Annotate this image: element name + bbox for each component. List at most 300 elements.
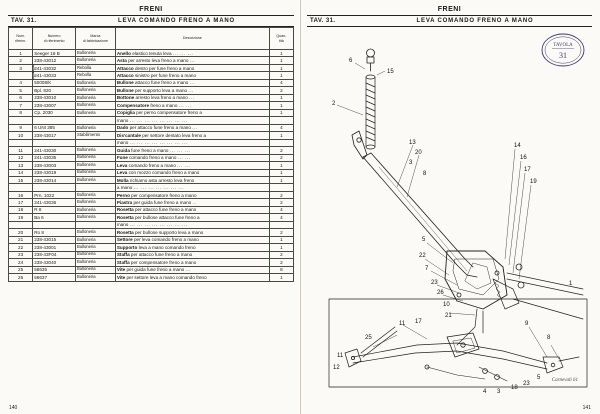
cell-part-number: Prn. 1022 [33, 191, 76, 198]
cell-quantity: 4 [269, 206, 293, 213]
description-keyword: Supporto [116, 244, 138, 250]
cell-ref-number: 9 [9, 124, 33, 131]
cell-quantity: 4 [269, 124, 293, 131]
cell-description [115, 162, 269, 169]
description-leader-dots: ... ... [177, 162, 191, 168]
cell-part-number [33, 221, 76, 228]
cell-manufacturer: Bulloneria [75, 50, 115, 57]
col-header-qty: Quan- tità [269, 28, 293, 50]
table-row [9, 191, 294, 198]
cell-ref-number: 22 [9, 244, 33, 251]
description-text: freno a mano [150, 102, 178, 108]
cell-ref-number: 17 [9, 199, 33, 206]
cell-part-number: Seeger 18 B [33, 50, 76, 57]
cell-description [115, 124, 269, 131]
col-header-mark: Marca di fabbricazione [75, 28, 115, 50]
cell-part-number: 238-43019 [33, 169, 76, 176]
description-text: per bullone attacco fune freno a [135, 214, 200, 220]
description-leader-dots: ... [189, 80, 196, 86]
cell-ref-number: 3 [9, 64, 33, 71]
cell-quantity: 1 [269, 169, 293, 176]
description-text: per bullone supporto leva a mano [135, 229, 204, 235]
svg-text:23: 23 [523, 381, 530, 387]
cell-manufacturer: Bulloneria [75, 154, 115, 161]
cell-part-number: 50008/K [33, 79, 76, 86]
table-row [9, 184, 294, 191]
description-text: con mozzo comando freno a mano [128, 170, 200, 176]
cell-description [115, 251, 269, 258]
description-text: per supporto leva a mano [134, 87, 188, 93]
cell-ref-number: 4 [9, 79, 33, 86]
cell-part-number: } 241-43033 [33, 72, 76, 79]
description-text: per attacco fune freno a mano [129, 125, 191, 131]
table-row [9, 64, 294, 71]
cell-quantity: 2 [269, 229, 293, 236]
parts-table [8, 27, 294, 282]
cell-part-number: 241-43035 [33, 154, 76, 161]
cell-ref-number: 26 [9, 274, 33, 281]
cell-description [115, 214, 269, 221]
cell-manufacturer: Rebolla [75, 64, 115, 71]
cell-description [115, 169, 269, 176]
description-text: per arresto leva freno a mano [128, 58, 189, 64]
table-row [9, 87, 294, 94]
cell-manufacturer: Bulloneria [75, 169, 115, 176]
description-keyword: Dado [116, 125, 129, 131]
handbrake-assembly-drawing [307, 27, 593, 397]
cell-ref-number: 24 [9, 259, 33, 266]
svg-text:14: 14 [514, 143, 521, 149]
cell-part-number: 238-43015 [33, 236, 76, 243]
cell-part-number: 238-43007 [33, 102, 76, 109]
description-text: per settore leva a mano comando freno [126, 274, 207, 280]
table-row [9, 102, 294, 109]
description-keyword: Bullone [116, 80, 134, 86]
description-leader-dots: ... ... ... ... ... ... ... ... [129, 140, 188, 146]
table-header-row [9, 28, 294, 50]
description-keyword: Staffa [116, 252, 130, 258]
table-row [9, 117, 294, 124]
svg-text:23: 23 [431, 280, 438, 286]
cell-quantity: 2 [269, 154, 293, 161]
svg-text:31: 31 [559, 51, 567, 60]
cell-ref-number [9, 72, 33, 79]
svg-text:26: 26 [437, 290, 444, 296]
description-leader-dots: ... [188, 87, 195, 93]
cell-description [115, 274, 269, 281]
table-row [9, 274, 294, 281]
cell-part-number: R 8 [33, 206, 76, 213]
description-keyword: Leva [116, 162, 128, 168]
artist-signature: Carnevali 61 [551, 378, 578, 383]
cell-quantity: 1 [269, 50, 293, 57]
table-row [9, 132, 294, 139]
cell-manufacturer: Bulloneria [75, 162, 115, 169]
cell-ref-number: 14 [9, 169, 33, 176]
description-text: per compensatore freno a mano [131, 192, 197, 198]
tav-label-right: TAV. 31. [310, 18, 336, 24]
cell-description [115, 57, 269, 64]
cell-description [115, 50, 269, 57]
table-row [9, 79, 294, 86]
cell-description [115, 109, 269, 116]
description-keyword: Molla [116, 177, 129, 183]
cell-manufacturer [75, 221, 115, 228]
description-text: per guida fune freno a mano [133, 199, 192, 205]
cell-part-number: 58637 [33, 274, 76, 281]
description-leader-dots: ... ... ... ... ... ... ... [133, 185, 185, 191]
cell-part-number: 238-43017 [33, 132, 76, 139]
cell-quantity: 2 [269, 147, 293, 154]
cell-description [115, 236, 269, 243]
cell-manufacturer: Bulloneria [75, 244, 115, 251]
cell-ref-number [9, 139, 33, 146]
cell-description [115, 154, 269, 161]
cell-ref-number [9, 117, 33, 124]
description-keyword: Attacco [116, 65, 134, 71]
svg-text:7: 7 [425, 266, 429, 272]
cell-ref-number: 1 [9, 50, 33, 57]
cell-ref-number: 15 [9, 176, 33, 183]
cell-description [115, 147, 269, 154]
table-row [9, 50, 294, 57]
cell-manufacturer: Bulloneria [75, 214, 115, 221]
svg-text:17: 17 [415, 319, 422, 325]
svg-text:8: 8 [423, 171, 427, 177]
technical-drawing [307, 27, 592, 399]
cell-description [115, 244, 269, 251]
svg-text:18: 18 [511, 385, 518, 391]
svg-text:25: 25 [365, 335, 372, 341]
table-row [9, 244, 294, 251]
tavola-stamp [540, 31, 586, 69]
cell-quantity: 2 [269, 251, 293, 258]
cell-manufacturer: Bulloneria [75, 206, 115, 213]
cell-description [115, 221, 269, 228]
cell-manufacturer: Bulloneria [75, 147, 115, 154]
description-keyword: Rosetta [116, 207, 134, 213]
cell-manufacturer: Bulloneria [75, 259, 115, 266]
table-row [9, 162, 294, 169]
cell-part-number [33, 139, 76, 146]
description-keyword: Asta [116, 58, 127, 64]
col-header-num: Num. riferim. [9, 28, 33, 50]
cell-description [115, 266, 269, 273]
description-text: mano [116, 117, 129, 123]
svg-text:22: 22 [419, 253, 426, 259]
description-text: per leva comando freno a mano [133, 237, 199, 243]
svg-text:11: 11 [337, 353, 344, 359]
cell-quantity: 4 [269, 79, 293, 86]
svg-text:10: 10 [443, 302, 450, 308]
cell-ref-number: 8 [9, 109, 33, 116]
description-text: arresto leva freno a mano [135, 95, 188, 101]
cell-quantity: 1 [269, 72, 293, 79]
tav-header-left [8, 15, 294, 27]
cell-part-number: Ro 8 [33, 229, 76, 236]
cell-quantity: 2 [269, 199, 293, 206]
cell-quantity: 1 [269, 109, 293, 116]
cell-part-number [33, 184, 76, 191]
description-keyword: Bottone [116, 95, 135, 101]
cell-ref-number: 23 [9, 251, 33, 258]
table-row [9, 229, 294, 236]
cell-part-number: 241-43036 [33, 199, 76, 206]
table-row [9, 147, 294, 154]
cell-manufacturer: Bulloneria [75, 266, 115, 273]
svg-text:2: 2 [332, 101, 336, 107]
description-text: destro per fune freno a mano [135, 65, 195, 71]
description-keyword: Bullone [116, 87, 134, 93]
table-row [9, 57, 294, 64]
cell-manufacturer [75, 184, 115, 191]
description-text: mano [116, 222, 129, 228]
description-text: mano [116, 140, 129, 146]
description-text: comando freno a mano [128, 162, 176, 168]
cell-manufacturer: Bulloneria [75, 251, 115, 258]
cell-part-number: 238-43001 [33, 244, 76, 251]
description-keyword: Copiglia [116, 110, 135, 116]
cell-quantity: 1 [269, 176, 293, 183]
cell-quantity: 1 [269, 244, 293, 251]
cell-ref-number: 11 [9, 147, 33, 154]
description-text: per attacco fune freno a mano [130, 252, 193, 258]
cell-part-number: 238-43003 [33, 162, 76, 169]
cell-manufacturer: Bulloneria [75, 109, 115, 116]
parts-table-head [9, 28, 294, 50]
right-page [300, 0, 600, 414]
description-keyword: Vite [116, 274, 126, 280]
description-text: comando freno a mano [129, 155, 177, 161]
table-row [9, 154, 294, 161]
cell-manufacturer: Bulloneria [75, 236, 115, 243]
cell-quantity [269, 184, 293, 191]
description-text: per attacco fune freno a mano [135, 207, 197, 213]
parts-table-body [9, 50, 294, 282]
cell-quantity: 1 [269, 102, 293, 109]
col-header-desc: Descrizione [115, 28, 269, 50]
cell-part-number: 241-43030 [33, 147, 76, 154]
description-text: per compensatore freno a mano [130, 259, 197, 265]
description-keyword: Attacco [116, 73, 134, 78]
cell-quantity: 4 [269, 214, 293, 221]
cell-ref-number: 25 [9, 266, 33, 273]
cell-description [115, 184, 269, 191]
table-row [9, 266, 294, 273]
cell-ref-number: 5 [9, 87, 33, 94]
cell-manufacturer: Bulloneria [75, 124, 115, 131]
table-row [9, 214, 294, 221]
description-leader-dots: ... ... ... [169, 147, 191, 153]
svg-text:19: 19 [530, 179, 537, 185]
cell-part-number: 238-43F04 [33, 251, 76, 258]
description-keyword: Anello [116, 50, 131, 56]
cell-quantity [269, 221, 293, 228]
plate-title-right: LEVA COMANDO FRENO A MANO [416, 18, 534, 24]
cell-quantity: 1 [269, 57, 293, 64]
cell-description [115, 87, 269, 94]
cell-quantity: 1 [269, 94, 293, 101]
cell-part-number: Cp. 2030 [33, 109, 76, 116]
cell-description [115, 139, 269, 146]
description-keyword: Piastra [116, 199, 133, 205]
cell-part-number: 238-43040 [33, 259, 76, 266]
cell-description [115, 191, 269, 198]
svg-text:9: 9 [525, 321, 529, 327]
description-text: per perno compensatore freno a [136, 110, 202, 116]
cell-description [115, 199, 269, 206]
svg-text:21: 21 [445, 313, 452, 319]
cell-description [115, 132, 269, 139]
cell-quantity: 1 [269, 274, 293, 281]
table-row [9, 236, 294, 243]
description-keyword: Fune [116, 155, 128, 161]
svg-text:17: 17 [524, 167, 531, 173]
page-number-right: 141 [582, 405, 591, 411]
description-text: per guida fune freno a mano [126, 267, 185, 273]
cell-ref-number: 2 [9, 57, 33, 64]
cell-manufacturer [75, 117, 115, 124]
description-text: attacco fune freno a mano [134, 80, 189, 86]
svg-text:3: 3 [497, 389, 501, 395]
cell-description [115, 102, 269, 109]
description-keyword: Rosetta [116, 229, 134, 235]
description-keyword: Leva [116, 170, 128, 176]
cell-ref-number: 21 [9, 236, 33, 243]
cell-description [115, 79, 269, 86]
cell-part-number: 238-43014 [33, 176, 76, 183]
description-keyword: Dis'cantale [116, 132, 141, 138]
cell-description [115, 117, 269, 124]
table-row [9, 169, 294, 176]
cell-description [115, 64, 269, 71]
description-keyword: Staffa [116, 259, 130, 265]
cell-ref-number [9, 221, 33, 228]
svg-text:3: 3 [409, 160, 413, 166]
cell-description [115, 72, 269, 79]
cell-quantity: 2 [269, 87, 293, 94]
cell-quantity: 2 [269, 191, 293, 198]
cell-ref-number: 20 [9, 229, 33, 236]
svg-text:13: 13 [409, 140, 416, 146]
table-row [9, 259, 294, 266]
svg-text:6: 6 [349, 58, 353, 64]
tav-header-right [307, 15, 592, 27]
svg-text:5: 5 [537, 375, 541, 381]
cell-description [115, 259, 269, 266]
table-row [9, 251, 294, 258]
cell-part-number: 238-43012 [33, 57, 76, 64]
description-leader-dots: ... ... ... ... ... ... ... ... [129, 117, 188, 123]
svg-text:8: 8 [547, 335, 551, 341]
table-row [9, 221, 294, 228]
svg-text:5: 5 [422, 237, 426, 243]
cell-part-number: 58635 [33, 266, 76, 273]
description-text: per settore dentato leva freno a [142, 132, 207, 138]
tav-label-left: TAV. 31. [11, 18, 37, 24]
cell-description [115, 229, 269, 236]
cell-part-number: Ba 6 [33, 214, 76, 221]
cell-ref-number [9, 184, 33, 191]
cell-description [115, 206, 269, 213]
description-keyword: Settore [116, 237, 133, 243]
description-keyword: Perno [116, 192, 130, 198]
cell-manufacturer: Bulloneria [75, 191, 115, 198]
description-leader-dots: ... [185, 267, 192, 273]
cell-part-number: Bpl. 820 [33, 87, 76, 94]
cell-ref-number: 18 [9, 206, 33, 213]
table-row [9, 124, 294, 131]
page-header-right: FRENI [437, 6, 462, 13]
description-keyword: Rosetta [116, 214, 134, 220]
cell-ref-number: 12 [9, 154, 33, 161]
description-leader-dots: ... ... [178, 102, 192, 108]
description-text: elastico tenuta leva [132, 50, 172, 56]
table-row [9, 176, 294, 183]
page-number-left: 140 [9, 405, 18, 411]
cell-quantity: 1 [269, 64, 293, 71]
description-leader-dots: ... ... ... ... ... ... ... ... [129, 222, 188, 228]
description-text: richiamo asta arresto leva freno [129, 177, 195, 183]
cell-manufacturer: Bulloneria [75, 94, 115, 101]
cell-quantity: 8 [269, 266, 293, 273]
cell-part-number [33, 117, 76, 124]
cell-part-number: 6 UNI 385 [33, 124, 76, 131]
cell-description [115, 176, 269, 183]
svg-text:16: 16 [520, 155, 527, 161]
cell-quantity [269, 139, 293, 146]
table-row [9, 109, 294, 116]
cell-manufacturer: Bulloneria [75, 87, 115, 94]
description-keyword: Vite [116, 267, 126, 273]
description-text: leva a mano comando freno [138, 244, 196, 250]
cell-ref-number: 6 [9, 94, 33, 101]
description-leader-dots: .. [192, 199, 197, 205]
cell-quantity: 1 [269, 236, 293, 243]
cell-ref-number: 16 [9, 191, 33, 198]
description-keyword: Compensatore [116, 102, 150, 108]
cell-ref-number: 13 [9, 162, 33, 169]
cell-manufacturer: Bulloneria [75, 176, 115, 183]
cell-manufacturer [75, 139, 115, 146]
svg-text:20: 20 [415, 150, 422, 156]
svg-text:15: 15 [387, 69, 394, 75]
col-header-code: Numero di riferimento [33, 28, 76, 50]
table-row [9, 139, 294, 146]
table-row [9, 72, 294, 79]
cell-manufacturer: Bulloneria [75, 102, 115, 109]
description-leader-dots: ... ... ... [172, 50, 194, 56]
cell-manufacturer: Bulloneria [75, 199, 115, 206]
description-leader-dots: ... [192, 125, 198, 131]
description-leader-dots: ... [189, 95, 195, 101]
table-row [9, 199, 294, 206]
cell-quantity: 2 [269, 259, 293, 266]
cell-ref-number: 10 [9, 132, 33, 139]
cell-manufacturer: Bulloneria [75, 57, 115, 64]
svg-text:11: 11 [399, 321, 406, 327]
cell-quantity: 1 [269, 162, 293, 169]
cell-part-number: 238-43010 [33, 94, 76, 101]
cell-ref-number: 7 [9, 102, 33, 109]
table-row [9, 94, 294, 101]
svg-text:12: 12 [333, 365, 340, 371]
cell-quantity [269, 117, 293, 124]
cell-manufacturer: Bulloneria [75, 229, 115, 236]
svg-text:4: 4 [483, 389, 487, 395]
page-header-left: FRENI [139, 6, 163, 13]
description-leader-dots: ... ... [177, 155, 191, 161]
